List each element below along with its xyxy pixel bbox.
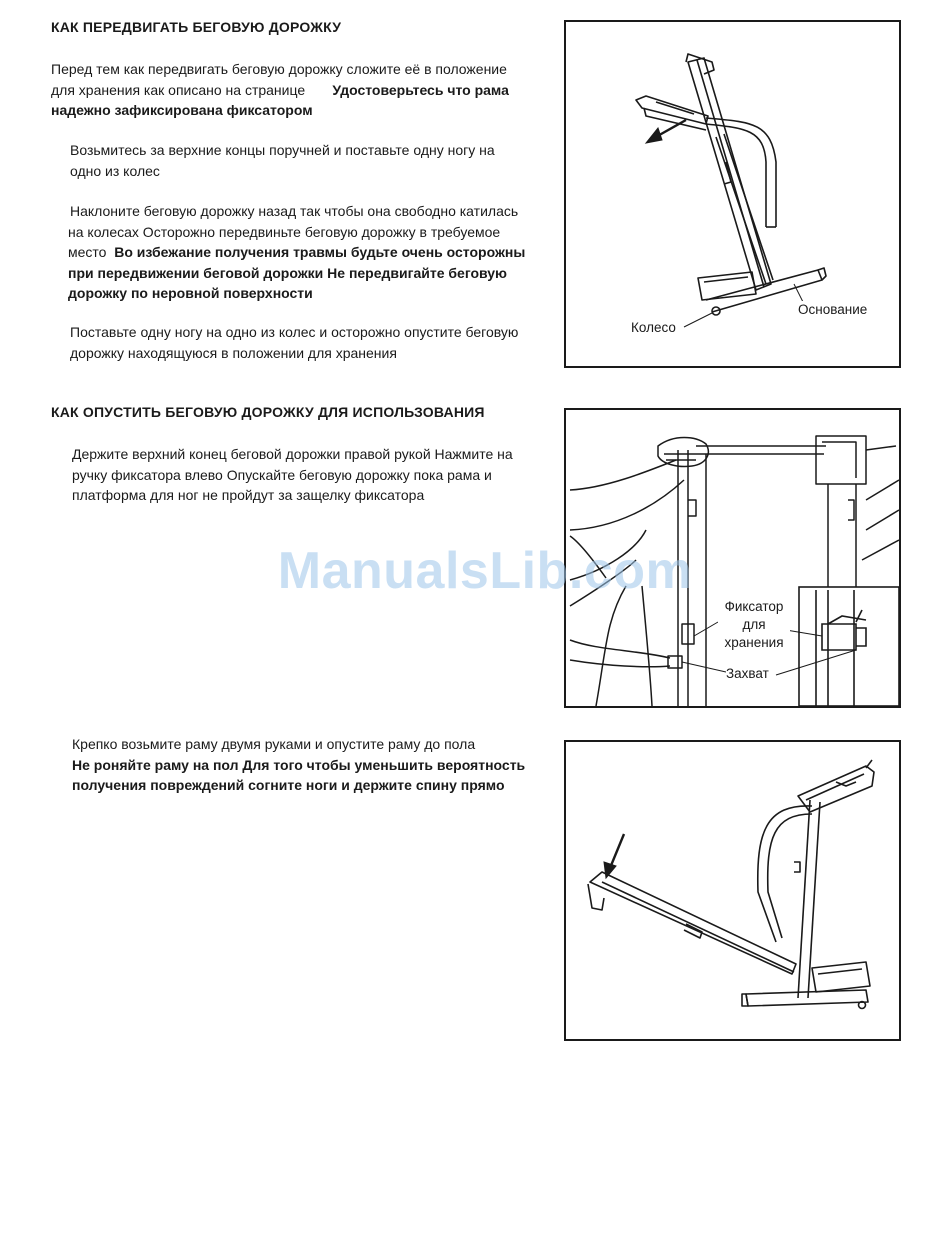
section-heading-lower: КАК ОПУСТИТЬ БЕГОВУЮ ДОРОЖКУ ДЛЯ ИСПОЛЬЗОВАНИЯ — [51, 404, 485, 420]
warning-text: Во избежание получения травмы будьте очень осторожны — [114, 244, 526, 260]
warning-text: получения повреждений согните ноги и держите спину прямо — [72, 777, 505, 793]
watermark: ManualsLib.com — [277, 542, 693, 600]
text-line: платформа для ног не пройдут за защелку фиксатора — [72, 487, 425, 503]
text-line: Держите верхний конец беговой дорожки правой рукой Нажмите на — [72, 446, 513, 462]
deck-lowering-illustration — [566, 742, 899, 1039]
text-line: одно из колес — [70, 162, 160, 179]
text-span: для хранения как описано на странице — [51, 81, 306, 98]
label-wheel: Колесо — [631, 320, 676, 335]
label-base: Основание — [798, 302, 868, 317]
move-intro-paragraph — [51, 59, 509, 121]
text-span: место — [68, 244, 107, 260]
lower-step-2 — [72, 734, 525, 796]
figure-lowering-deck — [564, 740, 901, 1041]
warning-text: Не роняйте раму на пол Для того чтобы уменьшить вероятность — [72, 756, 526, 773]
label-grip: Захват — [726, 666, 769, 681]
text-line — [68, 242, 525, 263]
section-heading-move: КАК ПЕРЕДВИГАТЬ БЕГОВУЮ ДОРОЖКУ — [51, 19, 342, 35]
warning-text: Удостоверьтесь что рама — [332, 81, 509, 98]
move-step-3 — [70, 322, 518, 363]
warning-text: дорожку по неровной поверхности — [68, 285, 313, 301]
figure-moving-treadmill — [564, 20, 901, 368]
text-line — [51, 80, 509, 101]
move-step-1 — [70, 140, 495, 181]
text-line: Возьмитесь за верхние концы поручней и поставьте одну ногу на — [70, 142, 495, 158]
text-line: Фиксатор — [724, 599, 784, 614]
text-line: хранения — [724, 635, 784, 650]
text-line: ручку фиксатора влево Опускайте беговую дорожку пока рама и — [72, 466, 492, 483]
text-line: Перед тем как передвигать беговую дорожку сложите её в положение — [51, 61, 507, 77]
label-storage-latch — [718, 598, 790, 652]
text-line: Наклоните беговую дорожку назад так чтобы она свободно катилась — [70, 203, 519, 219]
text-line: Поставьте одну ногу на одно из колес и осторожно опустите беговую — [70, 324, 519, 340]
text-line: на колесах Осторожно передвиньте беговую дорожку в требуемое — [68, 223, 501, 240]
lower-step-1 — [72, 444, 513, 506]
text-line: для — [742, 617, 766, 632]
text-line: Крепко возьмите раму двумя руками и опустите раму до пола — [72, 736, 476, 752]
warning-text: надежно зафиксирована фиксатором — [51, 102, 313, 118]
warning-text: при передвижении беговой дорожки Не передвигайте беговую — [68, 264, 508, 281]
text-line: дорожку находящуюся в положении для хранения — [70, 344, 397, 361]
move-step-2 — [68, 201, 525, 304]
